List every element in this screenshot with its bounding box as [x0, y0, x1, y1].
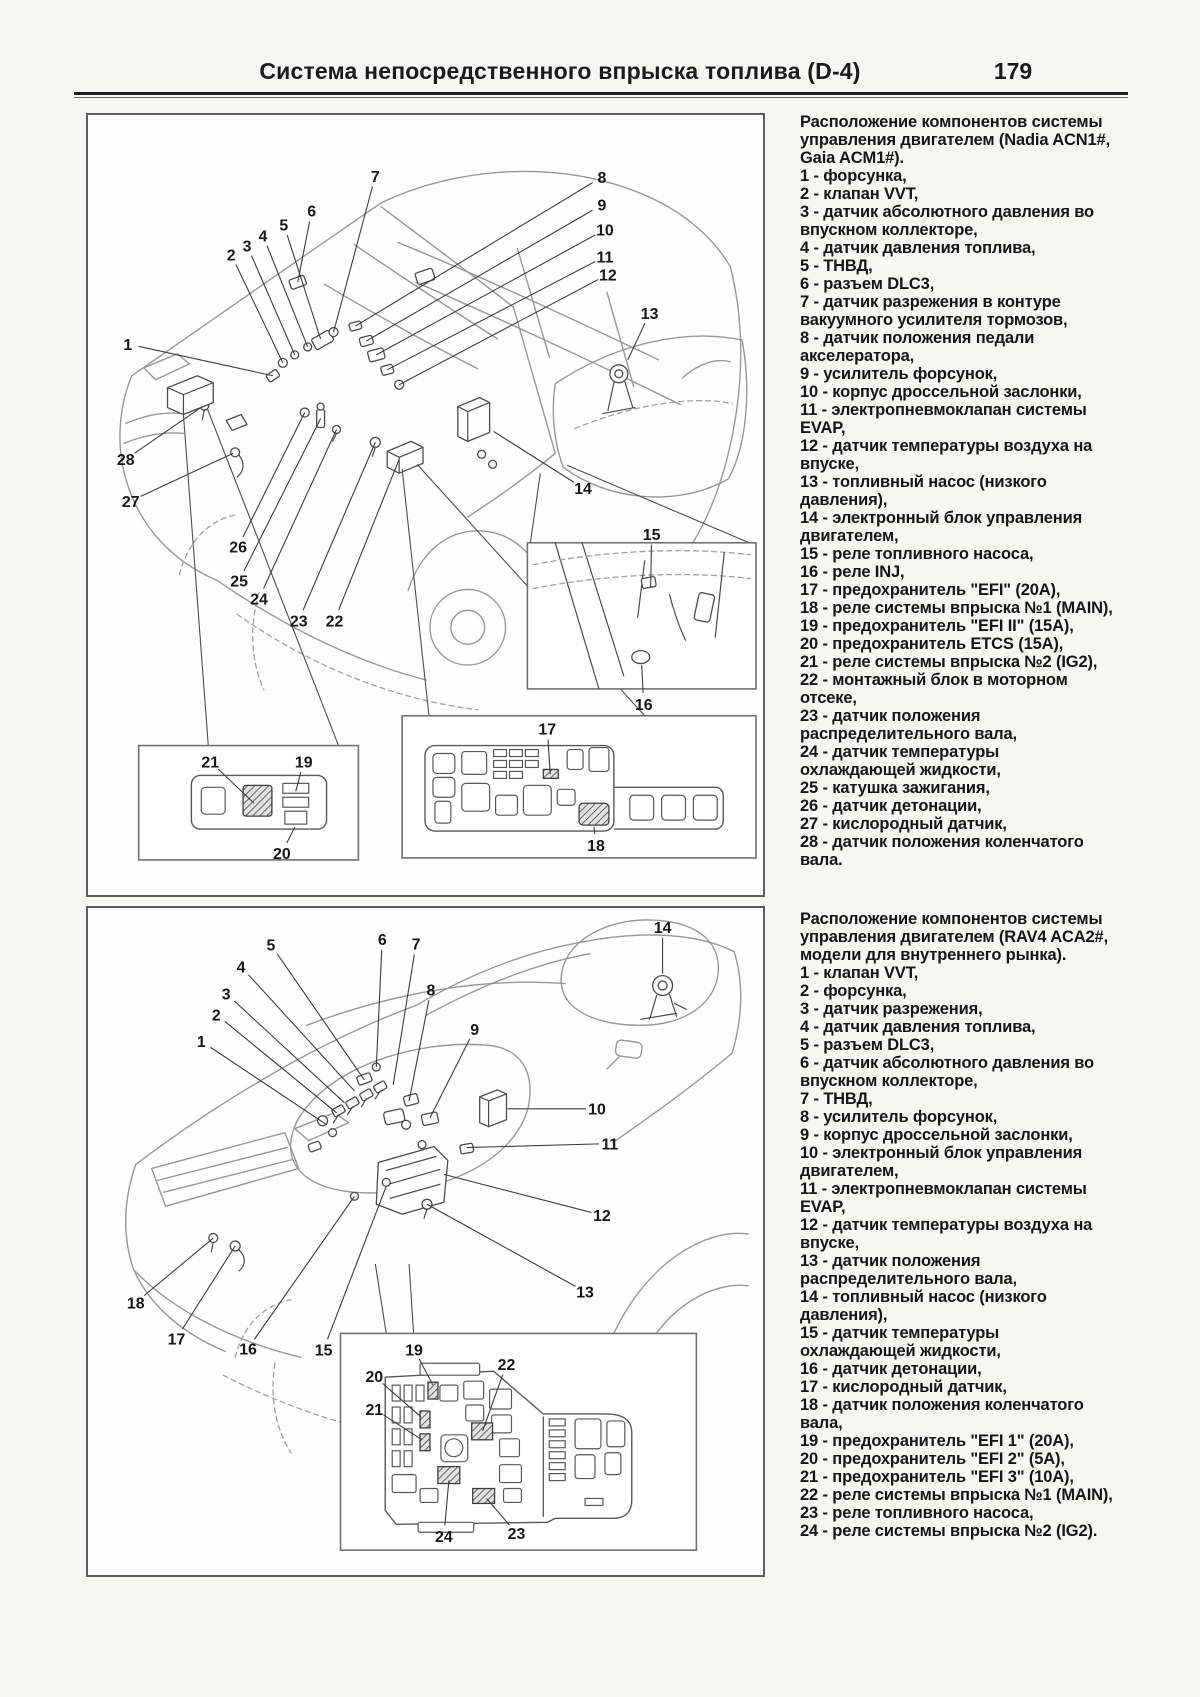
callout-number: 4 — [236, 959, 246, 977]
legend-rav4 — [800, 910, 1116, 1540]
figure-nadia-component-location — [86, 113, 765, 897]
callout-number: 18 — [587, 837, 605, 855]
callout-number: 15 — [642, 526, 661, 544]
legend-item: 16 - датчик детонации, — [800, 1360, 982, 1378]
legend-item: 15 - реле топливного насоса, — [800, 545, 1034, 563]
callout-number: 2 — [211, 1007, 221, 1025]
legend-item: 3 - датчик разрежения, — [800, 1000, 983, 1018]
callout-number: 9 — [470, 1022, 480, 1040]
legend-nadia-items — [800, 167, 1116, 869]
callout-number: 25 — [230, 573, 248, 591]
callout-number: 23 — [507, 1526, 526, 1544]
legend-item: 18 - датчик положения коленчатого вала, — [800, 1396, 1084, 1432]
callout-number: 9 — [597, 197, 607, 215]
page-title: Система непосредственного впрыска топлива (D-4) — [259, 58, 861, 84]
callout-number: 19 — [294, 754, 313, 772]
legend-item: 6 - датчик абсолютного давления во впускном коллекторе, — [800, 1054, 1094, 1090]
callout-number: 13 — [640, 306, 659, 324]
callout-number: 1 — [196, 1034, 206, 1052]
page-number: 179 — [993, 58, 1033, 84]
legend-item: 8 - усилитель форсунок, — [800, 1108, 998, 1126]
legend-item: 17 - кислородный датчик, — [800, 1378, 1007, 1396]
callout-number: 21 — [201, 754, 220, 772]
legend-item: 7 - датчик разрежения в контуре вакуумного усилителя тормозов, — [800, 293, 1068, 329]
legend-item: 13 - топливный насос (низкого давления), — [800, 473, 1047, 509]
legend-item: 3 - датчик абсолютного давления во впускном коллекторе, — [800, 203, 1094, 239]
legend-item: 20 - предохранитель ETCS (15A), — [800, 635, 1064, 653]
callout-number: 7 — [411, 936, 421, 954]
callout-number: 17 — [167, 1331, 186, 1349]
callout-number: 5 — [279, 217, 289, 235]
legend-item: 5 - ТНВД, — [800, 257, 873, 275]
callout-number: 24 — [435, 1529, 453, 1547]
callout-number: 26 — [229, 539, 247, 557]
callout-number: 12 — [593, 1208, 611, 1226]
callout-number: 17 — [538, 721, 557, 739]
callout-number: 27 — [121, 493, 140, 511]
legend-item: 19 - предохранитель "EFI II" (15A), — [800, 617, 1074, 635]
callout-number: 8 — [597, 169, 607, 187]
figure-rav4-component-location — [86, 906, 765, 1577]
callout-number: 19 — [405, 1342, 423, 1360]
legend-item: 4 - датчик давления топлива, — [800, 1018, 1036, 1036]
legend-item: 22 - реле системы впрыска №1 (MAIN), — [800, 1486, 1113, 1504]
legend-rav4-items — [800, 964, 1116, 1540]
legend-item: 21 - реле системы впрыска №2 (IG2), — [800, 653, 1098, 671]
callout-number: 3 — [242, 238, 252, 256]
callout-number: 2 — [226, 247, 236, 265]
legend-item: 14 - топливный насос (низкого давления), — [800, 1288, 1047, 1324]
legend-item: 9 - корпус дроссельной заслонки, — [800, 1126, 1073, 1144]
callout-number: 14 — [653, 919, 672, 937]
legend-item: 12 - датчик температуры воздуха на впуске, — [800, 437, 1093, 473]
legend-item: 26 - датчик детонации, — [800, 797, 982, 815]
legend-item: 9 - усилитель форсунок, — [800, 365, 998, 383]
legend-rav4-heading: Расположение компонентов системы управления двигателем (RAV4 ACA2#, модели для внутреннего рынка). — [800, 910, 1109, 964]
header-rule-thin — [74, 97, 1128, 98]
callout-number: 6 — [377, 931, 387, 949]
inset-engine-fuse-box — [341, 1333, 697, 1550]
legend-item: 11 - электропневмоклапан системы EVAP, — [800, 401, 1087, 437]
callout-number: 11 — [601, 1136, 619, 1154]
callout-number: 15 — [314, 1342, 333, 1360]
callout-number: 24 — [250, 591, 268, 609]
callout-number: 8 — [426, 982, 436, 1000]
inset-fuse-box — [402, 716, 756, 858]
callout-number: 22 — [497, 1357, 516, 1375]
legend-item: 8 - датчик положения педали акселератора, — [800, 329, 1035, 365]
legend-item: 14 - электронный блок управления двигателем, — [800, 509, 1083, 545]
legend-item: 27 - кислородный датчик, — [800, 815, 1007, 833]
callout-number: 20 — [273, 845, 291, 863]
legend-item: 15 - датчик температуры охлаждающей жидкости, — [800, 1324, 1001, 1360]
legend-item: 16 - реле INJ, — [800, 563, 905, 581]
callout-number: 7 — [370, 168, 380, 186]
legend-item: 10 - электронный блок управления двигателем, — [800, 1144, 1083, 1180]
legend-item: 5 - разъем DLC3, — [800, 1036, 935, 1054]
legend-item: 20 - предохранитель "EFI 2" (5A), — [800, 1450, 1065, 1468]
callout-number: 11 — [596, 249, 614, 267]
legend-item: 2 - форсунка, — [800, 982, 907, 1000]
legend-item: 17 - предохранитель "EFI" (20A), — [800, 581, 1061, 599]
legend-item: 25 - катушка зажигания, — [800, 779, 990, 797]
legend-item: 23 - реле топливного насоса, — [800, 1504, 1034, 1522]
legend-item: 18 - реле системы впрыска №1 (MAIN), — [800, 599, 1113, 617]
callout-number: 21 — [365, 1401, 384, 1419]
rav4-diagram-svg — [88, 908, 763, 1575]
callout-number: 4 — [258, 228, 268, 246]
legend-item: 1 - клапан VVT, — [800, 964, 919, 982]
callout-number: 5 — [266, 937, 276, 955]
engine-components-rav4 — [209, 976, 687, 1271]
header-rule — [74, 92, 1128, 95]
callout-number: 16 — [634, 696, 653, 714]
callout-number: 12 — [599, 267, 617, 285]
legend-item: 28 - датчик положения коленчатого вала. — [800, 833, 1084, 869]
legend-item: 19 - предохранитель "EFI 1" (20A), — [800, 1432, 1074, 1450]
legend-item: 24 - реле системы впрыска №2 (IG2). — [800, 1522, 1098, 1540]
callout-number: 1 — [123, 336, 133, 354]
legend-item: 6 - разъем DLC3, — [800, 275, 935, 293]
callout-number: 23 — [289, 613, 308, 631]
legend-item: 10 - корпус дроссельной заслонки, — [800, 383, 1082, 401]
legend-item: 23 - датчик положения распределительного вала, — [800, 707, 1017, 743]
legend-item: 7 - ТНВД, — [800, 1090, 873, 1108]
legend-item: 13 - датчик положения распределительного вала, — [800, 1252, 1017, 1288]
legend-item: 21 - предохранитель "EFI 3" (10A), — [800, 1468, 1074, 1486]
legend-item: 22 - монтажный блок в моторном отсеке, — [800, 671, 1068, 707]
callout-number: 3 — [221, 986, 231, 1004]
callout-number: 28 — [116, 452, 135, 470]
legend-item: 4 - датчик давления топлива, — [800, 239, 1036, 257]
callout-number: 10 — [588, 1101, 606, 1119]
engine-components-nadia — [168, 268, 635, 477]
legend-item: 24 - датчик температуры охлаждающей жидкости, — [800, 743, 1001, 779]
callout-number: 18 — [126, 1295, 145, 1313]
legend-nadia — [800, 113, 1116, 869]
callout-number: 16 — [239, 1341, 257, 1359]
callout-number: 6 — [307, 203, 317, 221]
legend-item: 2 - клапан VVT, — [800, 185, 919, 203]
inset-relay-box — [139, 746, 359, 860]
callout-number: 13 — [576, 1284, 594, 1302]
legend-nadia-heading: Расположение компонентов системы управления двигателем (Nadia ACN1#, Gaia ACM1#). — [800, 113, 1110, 167]
callout-number: 22 — [325, 613, 344, 631]
callout-number: 14 — [574, 481, 592, 499]
legend-item: 1 - форсунка, — [800, 167, 907, 185]
nadia-diagram-svg — [88, 115, 763, 895]
legend-item: 12 - датчик температуры воздуха на впуске, — [800, 1216, 1093, 1252]
legend-item: 11 - электропневмоклапан системы EVAP, — [800, 1180, 1087, 1216]
callout-number: 20 — [365, 1369, 384, 1387]
callout-number: 10 — [596, 222, 614, 240]
